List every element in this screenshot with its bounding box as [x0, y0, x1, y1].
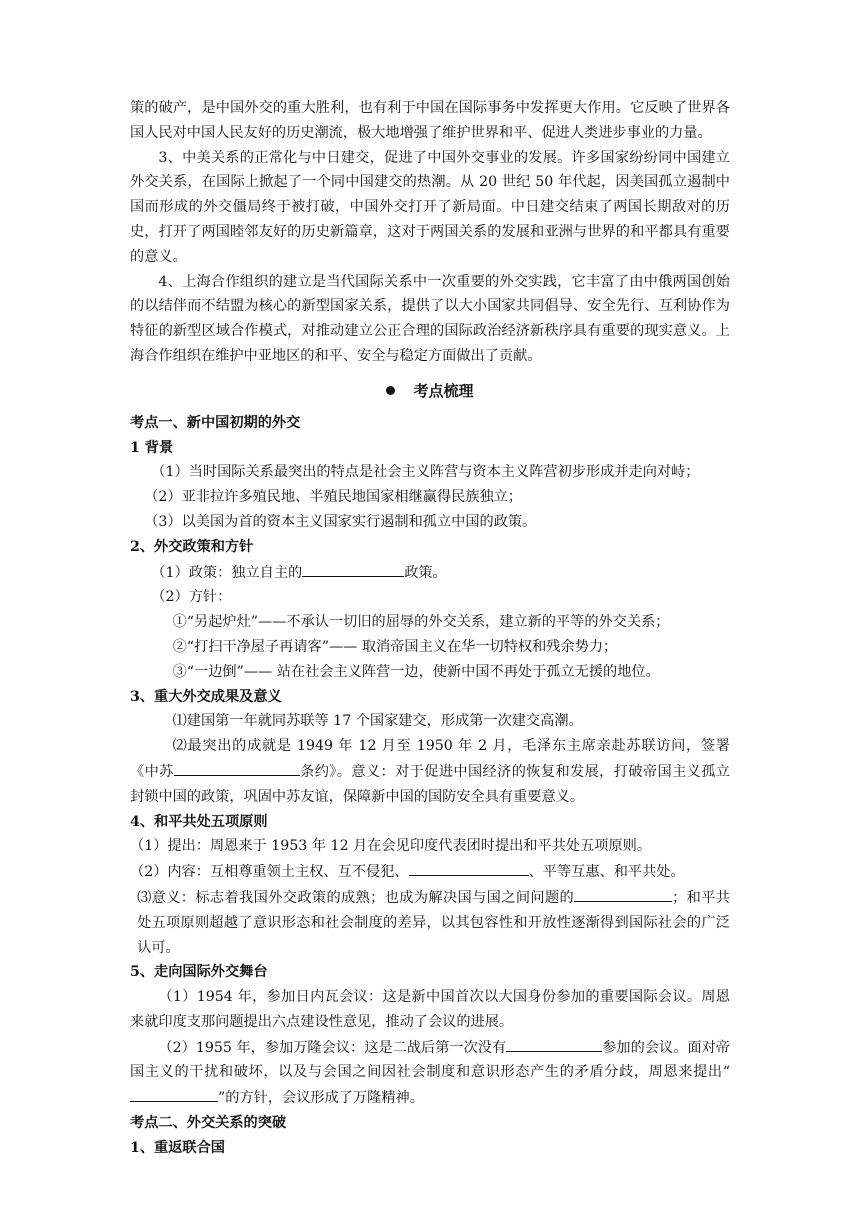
stage-text-c: ”的方针，会议形成了万隆精神。 — [218, 1090, 424, 1107]
guideline-item-1: ①“另起炉灶”——不承认一切旧的屈辱的外交关系，建立新的平等的外交关系； — [172, 614, 670, 631]
achievement-item-2 — [130, 734, 730, 809]
policy-text-b: 政策。 — [404, 564, 447, 581]
intro-paragraph-2: 3、中美关系的正常化与中日建交，促进了中国外交事业的发展。许多国家纷纷同中国建立外交关系，在国际上掀起了一个同中国建交的热潮。从 20 世纪 50 年代起，因美国孤立遏制中国而形成的外交僵局终于被打破，中国外交打开了新局面。中日建交结束了两国长期敌对的历史，打开了两国睦邻友好的历史新篇章，这对于两国关系的发展和亚洲与世界的和平都具有重要的意义。 — [130, 149, 730, 265]
treaty-blank[interactable] — [174, 759, 300, 776]
section-heading — [130, 377, 730, 405]
policy-title: 2、外交政策和方针 — [130, 538, 254, 555]
intro-paragraph-1: 策的破产，是中国外交的重大胜利，也有利于中国在国际事务中发挥更大作用。它反映了世界各国人民对中国人民友好的历史潮流，极大地增强了维护世界和平、促进人类进步事业的力量。 — [130, 100, 730, 141]
five-principles-title: 4、和平共处五项原则 — [130, 813, 268, 830]
stage-text-b: 参加的会议。面对帝国主义的干扰和破坏，以及与会国之间因社会制度和意识形态产生的矛盾分歧，周恩来提出“ — [130, 1039, 730, 1081]
guideline-label: （2）方针： — [151, 589, 232, 606]
background-item-2: （2）亚非拉许多殖民地、半殖民地国家相继赢得民族独立； — [144, 489, 523, 506]
policy-blank[interactable] — [302, 560, 404, 577]
guideline-item-3: ③“一边倒”—— 站在社会主义阵营一边，使新中国不再处于孤立无援的地位。 — [172, 663, 660, 680]
significance-blank[interactable] — [574, 885, 672, 902]
background-title: 1 背景 — [130, 439, 174, 456]
stage-text-a: （2）1955 年，参加万隆会议：这是二战后第一次没有 — [158, 1039, 507, 1056]
intro-paragraph-3: 4、上海合作组织的建立是当代国际关系中一次重要的外交实践，它丰富了由中俄两国创始的以结伴而不结盟为核心的新型国家关系，提供了以大小国家共同倡导、安全先行、互利协作为特征的新型区域合作模式，对推动建立公正合理的国际政治经济新秩序具有重要的现实意义。上海合作组织在维护中亚地区的和平、安全与稳定方面做出了贡献。 — [130, 273, 730, 364]
bandung-blank-2[interactable] — [130, 1085, 218, 1102]
background-item-1: （1）当时国际关系最突出的特点是社会主义阵营与资本主义阵营初步形成并走向对峙； — [151, 464, 700, 481]
kd1-title: 考点一、新中国初期的外交 — [130, 414, 301, 431]
kd2-subtitle: 1、重返联合国 — [130, 1139, 225, 1156]
five-text-c: ⑶意义：标志着我国外交政策的成熟；也成为解决国与国之间问题的 — [137, 889, 575, 906]
achievement-item-1: ⑴建国第一年就同苏联等 17 个国家建交，形成第一次建交高潮。 — [172, 713, 583, 730]
stage-title: 5、走向国际外交舞台 — [130, 964, 268, 981]
policy-text-a: （1）政策：独立自主的 — [151, 564, 303, 581]
five-text-d: ；和平共处五项原则超越了意识形态和社会制度的差异，以其包容性和开放性逐渐得到国际社会的广泛认可。 — [137, 889, 730, 956]
five-text-b: 、平等互惠、和平共处。 — [528, 864, 685, 881]
document-page — [130, 96, 730, 1161]
achievement-text-b: 条约》。意义：对于促进中国经济的恢复和发展，打破帝国主义孤立封锁中国的政策，巩固中苏友谊，保障新中国的国防安全具有重要意义。 — [130, 763, 730, 805]
stage-item-2 — [130, 1035, 730, 1111]
achievement-title: 3、重大外交成果及意义 — [130, 688, 282, 705]
five-principles-item-3 — [130, 885, 730, 960]
bullet-icon — [386, 386, 395, 395]
kd2-title: 考点二、外交关系的突破 — [130, 1115, 287, 1132]
achievement-text-a: ⑵最突出的成就是 1949 年 12 月至 1950 年 2 月，毛泽东主席亲赴苏联访问，签署《中苏 — [130, 738, 730, 780]
principle-blank[interactable] — [409, 859, 529, 876]
five-principles-item-1: （1）提出：周恩来于 1953 年 12 月在会见印度代表团时提出和平共处五项原则。 — [130, 838, 652, 855]
guideline-item-2: ②“打扫干净屋子再请客”—— 取消帝国主义在华一切特权和残余势力； — [172, 638, 618, 655]
policy-line — [130, 560, 730, 586]
stage-item-1: （1）1954 年，参加日内瓦会议：这是新中国首次以大国身份参加的重要国际会议。周恩来就印度支那问题提出六点建设性意见，推动了会议的进展。 — [130, 989, 730, 1030]
five-text-a: （2）内容：互相尊重领土主权、互不侵犯、 — [130, 864, 409, 881]
section-title: 考点梳理 — [413, 381, 474, 400]
background-item-3: （3）以美国为首的资本主义国家实行遏制和孤立中国的政策。 — [144, 513, 537, 530]
five-principles-item-2 — [130, 859, 730, 885]
bandung-blank-1[interactable] — [506, 1035, 602, 1052]
